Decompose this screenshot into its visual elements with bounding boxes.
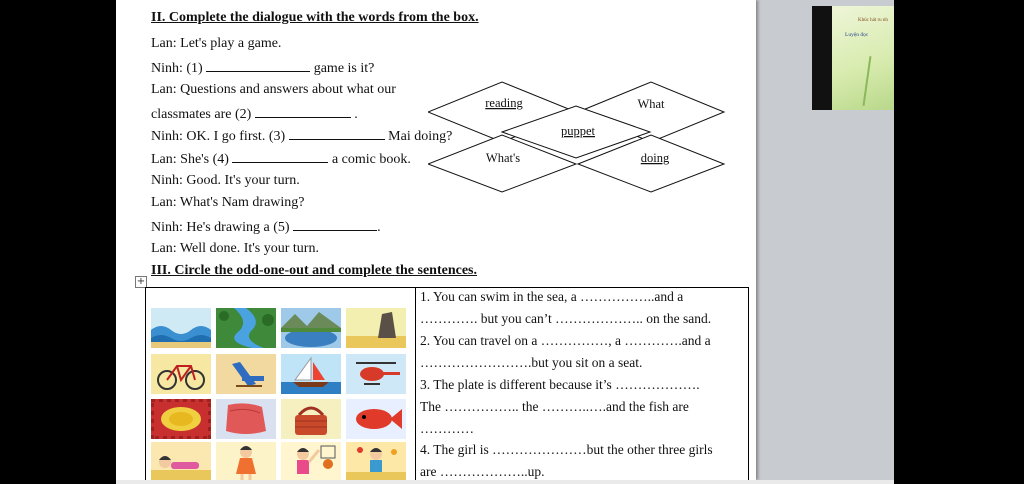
slide-thumbnail-subtitle: Luyện đọc <box>845 32 869 38</box>
river-picture <box>216 308 276 348</box>
blank-1[interactable] <box>206 59 310 72</box>
basket-picture <box>281 399 341 439</box>
plate-picture <box>151 399 211 439</box>
sentence-2-line-2: …………………….but you sit on a seat. <box>420 355 643 370</box>
sea-waves-picture <box>151 308 211 348</box>
dialogue-line-2: Ninh: (1) game is it? <box>151 61 375 76</box>
dialogue-line-7: Ninh: Good. It's your turn. <box>151 173 300 188</box>
sentence-3-line-1: 3. The plate is different because it’s ………………. <box>420 377 700 392</box>
exercise3-table <box>145 287 749 480</box>
sentence-3-line-2: The …………….. the ………..….and the fish are <box>420 399 689 414</box>
word-whats: What's <box>485 151 521 165</box>
picture-grid <box>146 288 416 481</box>
girl-standing-picture <box>216 442 276 482</box>
sentence-4-line-2: are ………………..up. <box>420 464 545 479</box>
worksheet-page <box>116 0 756 480</box>
word-reading: reading <box>485 96 523 110</box>
dialogue-line-3: Lan: Questions and answers about what our <box>151 82 396 97</box>
towel-picture <box>216 399 276 439</box>
dialogue-line-5: Ninh: OK. I go first. (3) Mai doing? <box>151 129 453 144</box>
dialogue-line-8: Lan: What's Nam drawing? <box>151 195 305 210</box>
word-puppet: puppet <box>560 124 596 138</box>
beach-chair-picture <box>216 354 276 394</box>
lake-picture <box>281 308 341 348</box>
exercise2-heading: II. Complete the dialogue with the words from the box. <box>151 10 479 25</box>
blank-5[interactable] <box>293 218 377 231</box>
girl-sitting-picture <box>346 442 406 482</box>
word-doing: doing <box>640 151 670 165</box>
blank-2[interactable] <box>255 105 351 118</box>
blank-3[interactable] <box>289 127 385 140</box>
sentence-3-line-3: ………… <box>420 421 474 436</box>
girl-lying-picture <box>151 442 211 482</box>
leaf-decoration <box>863 56 872 106</box>
sentence-2-line-1: 2. You can travel on a ……………, a ………….and a <box>420 333 711 348</box>
girl-waving-picture <box>281 442 341 482</box>
sentence-1-line-2: …………. but you can’t ……………….. on the sand. <box>420 311 712 326</box>
word-box <box>428 80 728 195</box>
fish-picture <box>346 399 406 439</box>
status-strip <box>116 480 894 484</box>
word-what: What <box>637 97 665 111</box>
slide-thumbnail-title: Khúc hát ru nh <box>858 18 888 23</box>
dialogue-line-6: Lan: She's (4) a comic book. <box>151 152 411 167</box>
table-move-handle-icon[interactable]: + <box>136 276 146 287</box>
sand-beach-picture <box>346 308 406 348</box>
document-viewport <box>116 0 894 484</box>
dialogue-line-4: classmates are (2) . <box>151 107 358 122</box>
dialogue-line-1: Lan: Let's play a game. <box>151 36 282 51</box>
helicopter-picture <box>346 354 406 394</box>
bicycle-picture <box>151 354 211 394</box>
sentence-4-line-1: 4. The girl is …………………but the other three girls <box>420 442 713 457</box>
slide-thumbnail[interactable] <box>812 6 894 110</box>
dialogue-line-10: Lan: Well done. It's your turn. <box>151 241 319 256</box>
sentence-1-line-1: 1. You can swim in the sea, a ……………..and a <box>420 289 684 304</box>
dialogue-line-9: Ninh: He's drawing a (5) . <box>151 220 381 235</box>
exercise3-heading: III. Circle the odd-one-out and complete the sentences. <box>151 263 477 278</box>
sailboat-picture <box>281 354 341 394</box>
blank-4[interactable] <box>232 150 328 163</box>
